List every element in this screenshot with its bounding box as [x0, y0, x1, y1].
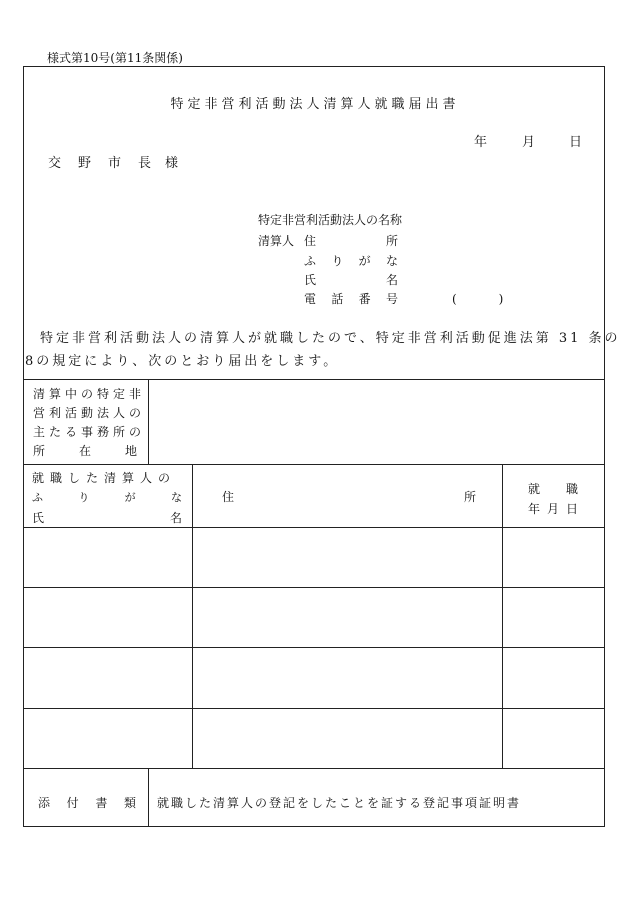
attachment-label-divider — [148, 768, 149, 827]
row-3-address[interactable] — [194, 648, 500, 706]
date-month-label: 月 — [522, 135, 536, 150]
phone-parentheses: ( ) — [452, 292, 510, 306]
applicant-name-label: 氏 名 — [304, 273, 398, 287]
office-label-divider — [148, 379, 149, 464]
row-2-date[interactable] — [504, 588, 602, 646]
divider-table-header-top — [24, 464, 604, 465]
row-1-address[interactable] — [194, 528, 500, 586]
declaration-line-2: 8の規定により、次のとおり届出をします。 — [25, 354, 340, 369]
office-location-value[interactable] — [150, 380, 602, 462]
header-appointment-date-line2: 年 月 日 — [528, 502, 578, 516]
addressee-honorific: 様 — [165, 156, 179, 171]
declaration-text — [25, 327, 621, 373]
row-1-name[interactable] — [26, 528, 190, 586]
divider-attachment-top — [24, 768, 604, 769]
org-name-label: 特定非営利活動法人の名称 — [258, 213, 403, 227]
row-2-name[interactable] — [26, 588, 190, 646]
row-3-date[interactable] — [504, 648, 602, 706]
column-name-divider — [192, 464, 193, 768]
row-4-name[interactable] — [26, 709, 190, 767]
date-year-label: 年 — [474, 135, 488, 150]
row-4-address[interactable] — [194, 709, 500, 767]
document-title: 特定非営利活動法人清算人就職届出書 — [170, 97, 460, 112]
row-3-name[interactable] — [26, 648, 190, 706]
declaration-line-1: 特定非営利活動法人の清算人が就職したので、特定非営利活動促進法第 31 条の — [40, 331, 621, 346]
applicant-address-label: 住 所 — [304, 234, 398, 248]
attachments-value: 就職した清算人の登記をしたことを証する登記事項証明書 — [157, 796, 522, 810]
applicant-phone-label: 電 話 番 号 — [304, 292, 398, 306]
date-day-label: 日 — [569, 135, 583, 150]
header-liquidator-name: 就職した清算人の ふ り が な 氏 名 — [32, 471, 182, 525]
attachments-label: 添 付 書 類 — [38, 796, 136, 810]
row-2-address[interactable] — [194, 588, 500, 646]
column-address-divider — [502, 464, 503, 768]
addressee-city: 交 野 市 長 — [48, 156, 154, 171]
row-1-date[interactable] — [504, 528, 602, 586]
header-appointment-date-line1: 就 職 — [528, 482, 578, 496]
header-address: 住 所 — [222, 490, 476, 504]
row-4-date[interactable] — [504, 709, 602, 767]
liquidator-label: 清算人 — [258, 234, 295, 248]
applicant-furigana-label: ふ り が な — [304, 254, 398, 268]
office-location-label: 清算中の特定非 営利活動法人の 主たる事務所の 所 在 地 — [33, 387, 146, 458]
form-number-label: 様式第10号(第11条関係) — [47, 51, 183, 65]
